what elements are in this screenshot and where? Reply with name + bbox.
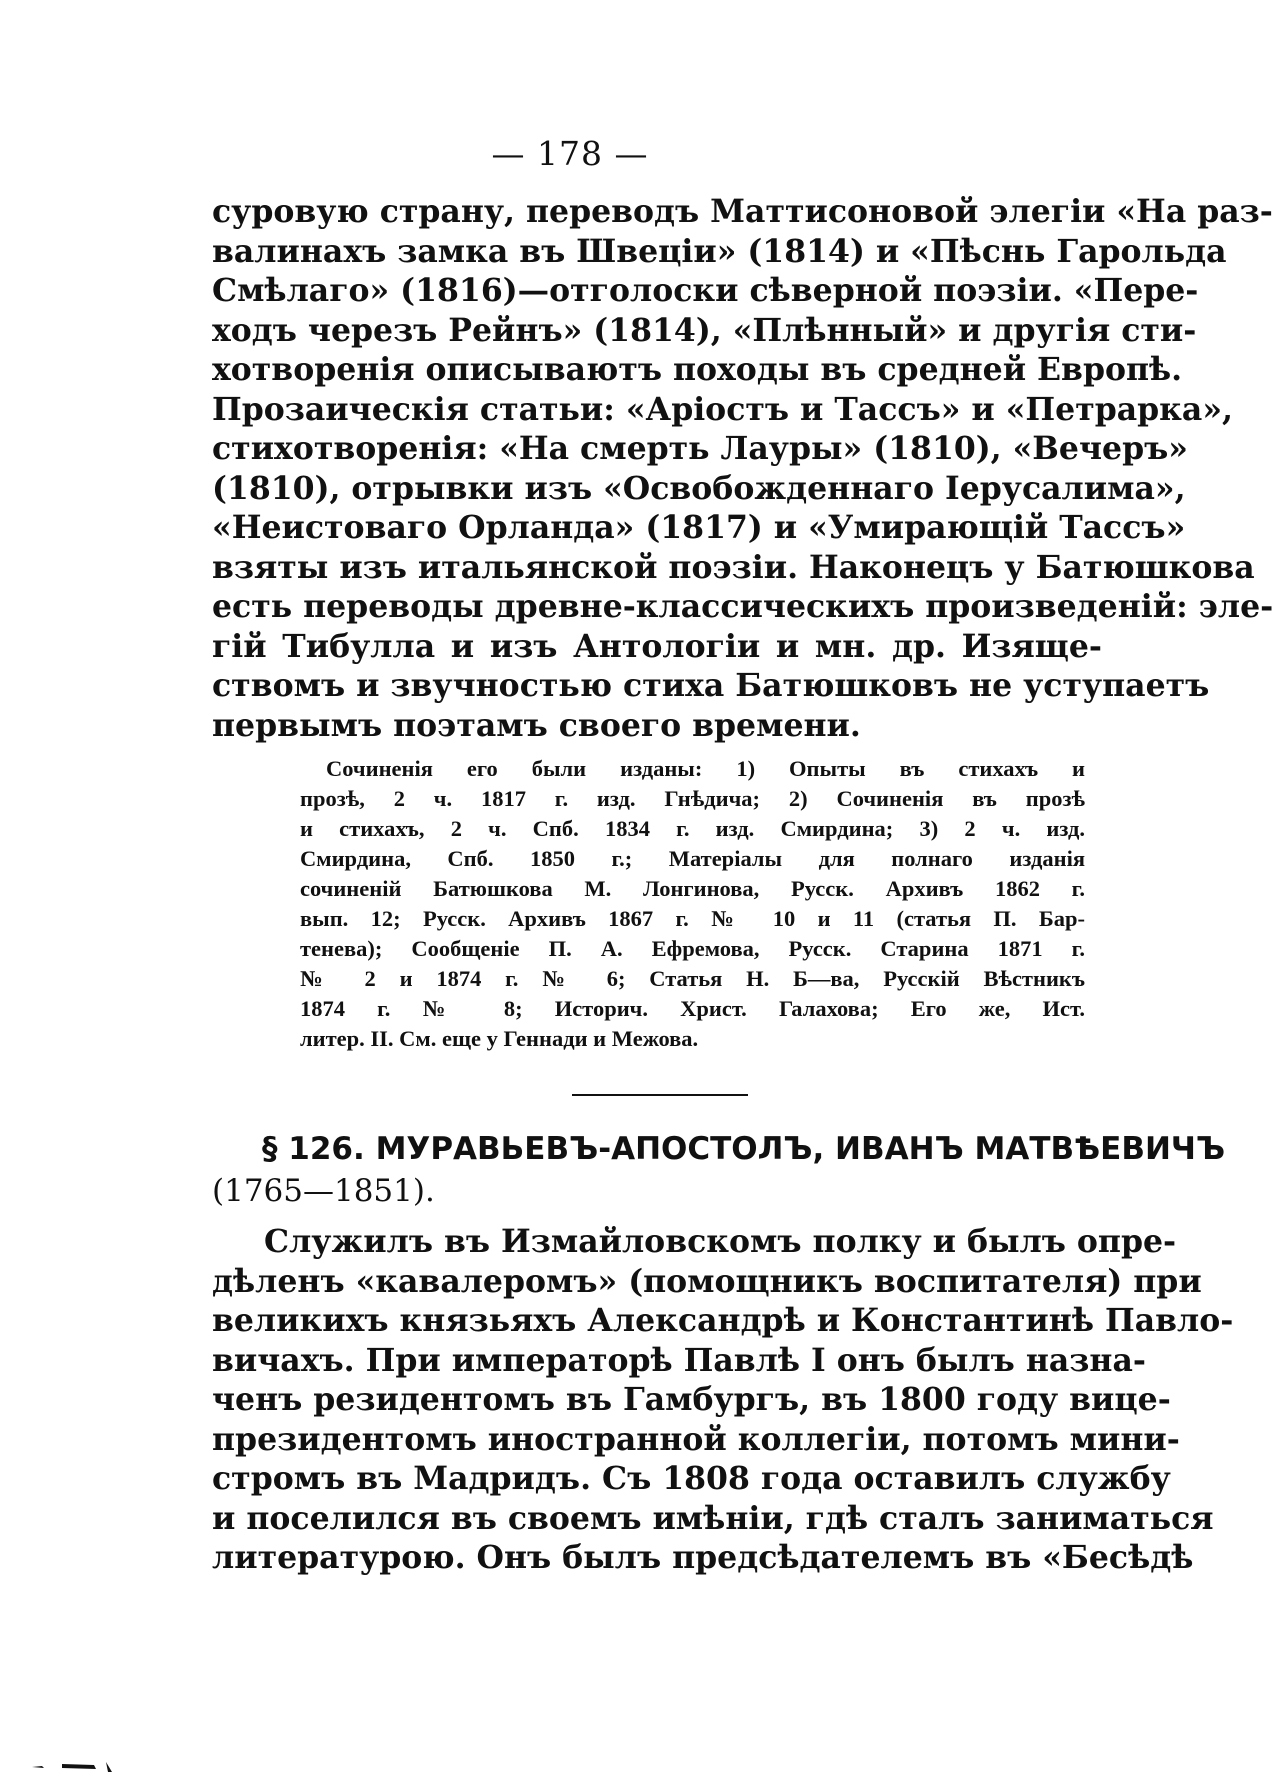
text-line: ствомъ и звучностью стиха Батюшковъ не уступаетъ xyxy=(212,667,1210,704)
text-line: президентомъ иностранной коллегіи, потомъ мини- xyxy=(212,1420,1180,1458)
text-line: ченъ резидентомъ въ Гамбургъ, въ 1800 году вице- xyxy=(212,1381,1171,1418)
note-line: и стихахъ, 2 ч. Спб. 1834 г. изд. Смирдина; 3) 2 ч. изд. xyxy=(300,816,1085,841)
text-line: первымъ поэтамъ своего времени. xyxy=(212,706,861,744)
text-line: Прозаическія статьи: «Аріостъ и Тассъ» и «Петрарка», xyxy=(212,390,1233,428)
text-line: есть переводы древне-классическихъ произведеній: эле- xyxy=(212,588,1273,625)
text-line: и поселился въ своемъ имѣніи, гдѣ сталъ заниматься xyxy=(212,1499,1214,1537)
text-line: Смѣлаго» (1816)—отголоски сѣверной поэзіи. «Пере- xyxy=(212,272,1199,309)
note-line: тенева); Сообщеніе П. А. Ефремова, Русск. Старина 1871 г. xyxy=(300,936,1085,961)
note-line: литер. II. См. еще у Геннади и Межова. xyxy=(300,1026,699,1051)
section-title: § 126. МУРАВЬЕВЪ-АПОСТОЛЪ, ИВАНЪ МАТВѢЕВИЧЪ xyxy=(262,1131,1226,1167)
biography-paragraph xyxy=(212,1222,1234,1578)
text-line: «Неистоваго Орланда» (1817) и «Умирающій Тассъ» xyxy=(212,509,1186,546)
note-line: вып. 12; Русск. Архивъ 1867 г. № 10 и 11 (статья П. Бар- xyxy=(300,906,1085,931)
text-line: литературою. Онъ былъ предсѣдателемъ въ «Бесѣдѣ xyxy=(212,1539,1194,1576)
text-line: (1810), отрывки изъ «Освобожденнаго Іерусалима», xyxy=(212,469,1186,507)
text-line: стромъ въ Мадридъ. Съ 1808 года оставилъ службу xyxy=(212,1460,1171,1497)
text-line: стихотворенія: «На смерть Лауры» (1810), «Вечеръ» xyxy=(212,430,1188,467)
bibliography-note xyxy=(300,754,1085,1054)
note-line: Сочиненія его были изданы: 1) Опыты въ стихахъ и xyxy=(326,756,1085,781)
text-line: ходъ черезъ Рейнъ» (1814), «Плѣнный» и другія сти- xyxy=(212,311,1197,349)
text-line: Служилъ въ Измайловскомъ полку и былъ опре- xyxy=(264,1223,1177,1260)
text-line: гій Тибулла и изъ Антологіи и мн. др. Изяще- xyxy=(212,627,1102,665)
intro-paragraph xyxy=(212,192,1273,745)
text-line: дѣленъ «кавалеромъ» (помощникъ воспитателя) при xyxy=(212,1262,1202,1300)
text-line: взяты изъ итальянской поэзіи. Наконецъ у Батюшкова xyxy=(212,548,1255,586)
note-line: Смирдина, Спб. 1850 г.; Матеріалы для полнаго изданія xyxy=(300,846,1085,871)
note-line: 1874 г. № 8; Историч. Христ. Галахова; Его же, Ист. xyxy=(300,996,1085,1021)
text-line: суровую страну, переводъ Маттисоновой элегіи «На раз- xyxy=(212,193,1273,230)
scan-artifact-mark xyxy=(32,1760,122,1774)
text-line: великихъ князьяхъ Александрѣ и Константинѣ Павло- xyxy=(212,1302,1234,1339)
page-number: — 178 — xyxy=(491,134,649,173)
section-heading xyxy=(212,1128,1226,1212)
text-line: вичахъ. При императорѣ Павлѣ I онъ былъ назна- xyxy=(212,1341,1146,1379)
section-divider xyxy=(572,1094,748,1096)
note-line: прозѣ, 2 ч. 1817 г. изд. Гнѣдича; 2) Сочиненія въ прозѣ xyxy=(300,786,1085,811)
note-line: № 2 и 1874 г. № 6; Статья Н. Б—ва, Русскій Вѣстникъ xyxy=(300,966,1085,991)
text-line: хотворенія описываютъ походы въ средней Европѣ. xyxy=(212,351,1183,388)
text-line: валинахъ замка въ Швеціи» (1814) и «Пѣснь Гарольда xyxy=(212,232,1227,270)
section-dates: (1765—1851). xyxy=(212,1173,435,1209)
note-line: сочиненій Батюшкова М. Лонгинова, Русск. Архивъ 1862 г. xyxy=(300,876,1085,901)
